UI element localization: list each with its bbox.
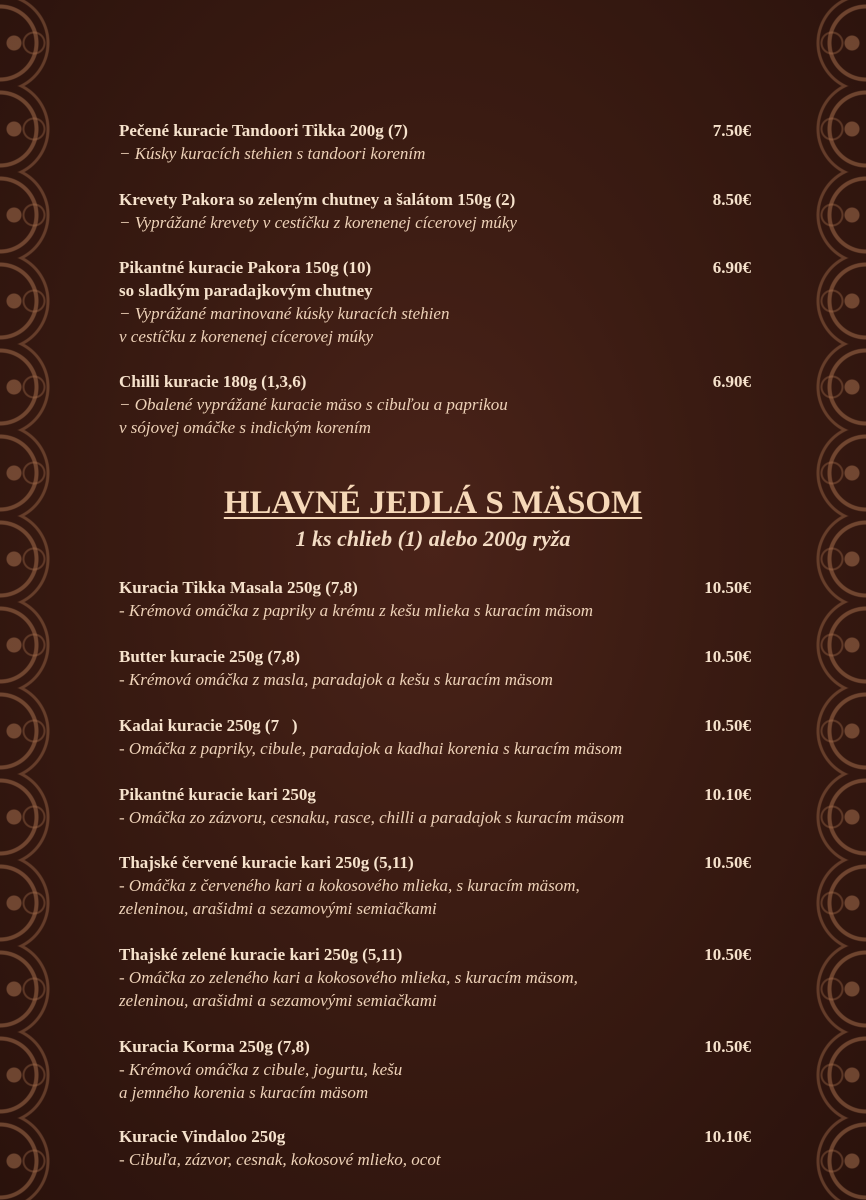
item-price: 10.50€ bbox=[704, 1037, 751, 1056]
item-price: 10.50€ bbox=[704, 853, 751, 872]
item-price: 10.10€ bbox=[704, 1127, 751, 1146]
item-price: 8.50€ bbox=[712, 190, 751, 209]
item-name: Chilli kuracie 180g (1,3,6) bbox=[119, 372, 307, 391]
item-name: Kuracia Korma 250g (7,8) bbox=[119, 1037, 310, 1056]
item-description: - Krémová omáčka z papriky a krému z kešu mlieka s kuracím mäsom bbox=[119, 601, 594, 620]
menu-item bbox=[119, 188, 751, 234]
item-description: a jemného korenia s kuracím mäsom bbox=[119, 1083, 369, 1102]
item-description: - Krémová omáčka z cibule, jogurtu, kešu bbox=[119, 1060, 403, 1079]
menu-item bbox=[119, 1125, 751, 1171]
item-price: 7.50€ bbox=[712, 121, 751, 140]
item-name: Butter kuracie 250g (7,8) bbox=[119, 647, 300, 666]
item-description: - Omáčka z červeného kari a kokosového mlieka, s kuracím mäsom, bbox=[119, 876, 580, 895]
item-price: 10.50€ bbox=[704, 578, 751, 597]
item-description: − Obalené vyprážané kuracie mäso s cibuľou a paprikou bbox=[119, 395, 508, 414]
section-subtitle: 1 ks chlieb (1) alebo 200g ryža bbox=[295, 526, 571, 551]
item-name: Krevety Pakora so zeleným chutney a šalátom 150g (2) bbox=[119, 190, 516, 209]
item-description: − Kúsky kuracích stehien s tandoori korením bbox=[119, 144, 426, 163]
menu-item bbox=[119, 943, 751, 1012]
item-name-continued: so sladkým paradajkovým chutney bbox=[119, 281, 373, 300]
menu-item bbox=[119, 714, 751, 760]
item-description: zeleninou, arašidmi a sezamovými semiačkami bbox=[119, 991, 437, 1010]
item-name: Pečené kuracie Tandoori Tikka 200g (7) bbox=[119, 121, 408, 140]
item-description: − Vyprážané marinované kúsky kuracích stehien bbox=[119, 304, 450, 323]
item-description: − Vyprážané krevety v cestíčku z korenenej cícerovej múky bbox=[119, 213, 517, 232]
item-description: v sójovej omáčke s indickým korením bbox=[119, 418, 371, 437]
item-price: 10.50€ bbox=[704, 716, 751, 735]
item-description: zeleninou, arašidmi a sezamovými semiačkami bbox=[119, 899, 437, 918]
menu-item bbox=[119, 370, 751, 439]
menu-item bbox=[119, 851, 751, 920]
decorative-border-right bbox=[774, 0, 866, 1200]
item-price: 10.50€ bbox=[704, 647, 751, 666]
menu-item bbox=[119, 645, 751, 691]
decorative-border-left bbox=[0, 0, 92, 1200]
item-description: - Omáčka zo zeleného kari a kokosového mlieka, s kuracím mäsom, bbox=[119, 968, 578, 987]
item-description: - Omáčka zo zázvoru, cesnaku, rasce, chilli a paradajok s kuracím mäsom bbox=[119, 808, 625, 827]
menu-item bbox=[119, 1035, 751, 1104]
section-title: HLAVNÉ JEDLÁ S MÄSOM bbox=[223, 485, 643, 521]
item-description: - Cibuľa, zázvor, cesnak, kokosové mlieko, ocot bbox=[119, 1150, 441, 1169]
item-name: Kuracie Vindaloo 250g bbox=[119, 1127, 286, 1146]
item-price: 10.10€ bbox=[704, 785, 751, 804]
item-price: 6.90€ bbox=[712, 372, 751, 391]
item-description: v cestíčku z korenenej cícerovej múky bbox=[119, 327, 374, 346]
item-name: Pikantné kuracie Pakora 150g (10) bbox=[119, 258, 372, 277]
item-name: Kuracia Tikka Masala 250g (7,8) bbox=[119, 578, 358, 597]
item-price: 6.90€ bbox=[712, 258, 751, 277]
item-name: Thajské zelené kuracie kari 250g (5,11) bbox=[119, 945, 403, 964]
menu-item bbox=[119, 783, 751, 829]
item-name: Pikantné kuracie kari 250g bbox=[119, 785, 316, 804]
item-description: - Omáčka z papriky, cibule, paradajok a kadhai korenia s kuracím mäsom bbox=[119, 739, 623, 758]
item-name: Thajské červené kuracie kari 250g (5,11) bbox=[119, 853, 414, 872]
menu-item bbox=[119, 576, 751, 622]
menu-item bbox=[119, 119, 751, 165]
item-price: 10.50€ bbox=[704, 945, 751, 964]
item-name: Kadai kuracie 250g (7 ) bbox=[119, 716, 298, 735]
item-description: - Krémová omáčka z masla, paradajok a kešu s kuracím mäsom bbox=[119, 670, 553, 689]
menu-item bbox=[119, 256, 751, 348]
